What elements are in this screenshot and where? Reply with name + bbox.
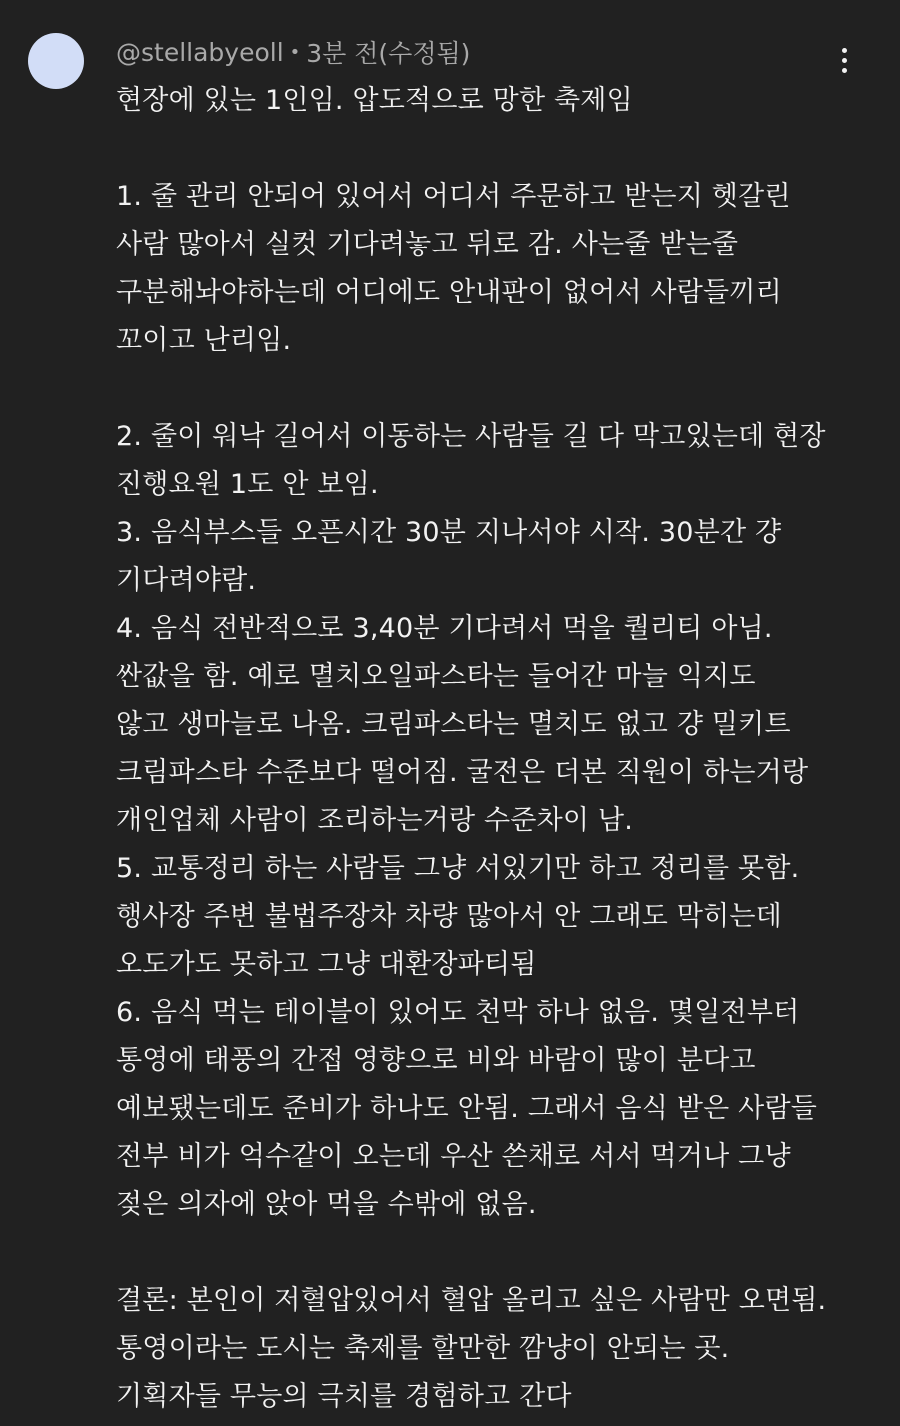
comment-line: 싼값을 함. 예로 멸치오일파스타는 들어간 마늘 익지도 [116, 661, 756, 692]
comment-line: 사람 많아서 실컷 기다려놓고 뒤로 감. 사는줄 받는줄 [116, 229, 739, 260]
comment-header [116, 34, 470, 70]
comment-line: 2. 줄이 워낙 길어서 이동하는 사람들 길 다 막고있는데 현장 [116, 421, 826, 452]
comment-line: 오도가도 못하고 그냥 대환장파티됨 [116, 949, 537, 980]
comment-line: 꼬이고 난리임. [116, 325, 292, 356]
more-vert-icon [842, 48, 847, 73]
comment-body [116, 77, 876, 1421]
author-handle[interactable]: @stellabyeoll [116, 37, 284, 67]
timestamp[interactable]: 3분 전(수정됨) [306, 39, 471, 68]
comment-line: 현장에 있는 1인임. 압도적으로 망한 축제임 [116, 85, 633, 116]
comment-line: 않고 생마늘로 나옴. 크림파스타는 멸치도 없고 걍 밀키트 [116, 709, 791, 740]
comment-line: 크림파스타 수준보다 떨어짐. 굴전은 더본 직원이 하는거랑 [116, 757, 809, 788]
comment-line: 6. 음식 먹는 테이블이 있어도 천막 하나 없음. 몇일전부터 [116, 997, 800, 1028]
comment-line: 기다려야람. [116, 565, 257, 596]
comment-line: 예보됐는데도 준비가 하나도 안됨. 그래서 음식 받은 사람들 [116, 1093, 818, 1124]
comment-line: 결론: 본인이 저혈압있어서 혈압 올리고 싶은 사람만 오면됨. [116, 1285, 827, 1316]
comment-line: 진행요원 1도 안 보임. [116, 469, 379, 500]
comment-line: 젖은 의자에 앉아 먹을 수밖에 없음. [116, 1189, 537, 1220]
comment-line: 구분해놔야하는데 어디에도 안내판이 없어서 사람들끼리 [116, 277, 782, 308]
comment-line: 통영이라는 도시는 축제를 할만한 깜냥이 안되는 곳. [116, 1333, 730, 1364]
comment-line: 기획자들 무능의 극치를 경험하고 간다 [116, 1381, 572, 1412]
more-options-button[interactable] [824, 40, 864, 80]
comment-line: 행사장 주변 불법주장차 차량 많아서 안 그래도 막히는데 [116, 901, 782, 932]
comment-line: 3. 음식부스들 오픈시간 30분 지나서야 시작. 30분간 걍 [116, 517, 782, 548]
comment-line: 통영에 태풍의 간접 영향으로 비와 바람이 많이 분다고 [116, 1045, 756, 1076]
comment-line: 1. 줄 관리 안되어 있어서 어디서 주문하고 받는지 헷갈린 [116, 181, 791, 212]
avatar[interactable] [28, 33, 84, 89]
separator-dot: • [289, 41, 301, 63]
comment-line: 개인업체 사람이 조리하는거랑 수준차이 남. [116, 805, 633, 836]
comment-line: 전부 비가 억수같이 오는데 우산 쓴채로 서서 먹거나 그냥 [116, 1141, 791, 1172]
comment-line: 4. 음식 전반적으로 3,40분 기다려서 먹을 퀄리티 아님. [116, 613, 773, 644]
comment-line: 5. 교통정리 하는 사람들 그냥 서있기만 하고 정리를 못함. [116, 853, 800, 884]
